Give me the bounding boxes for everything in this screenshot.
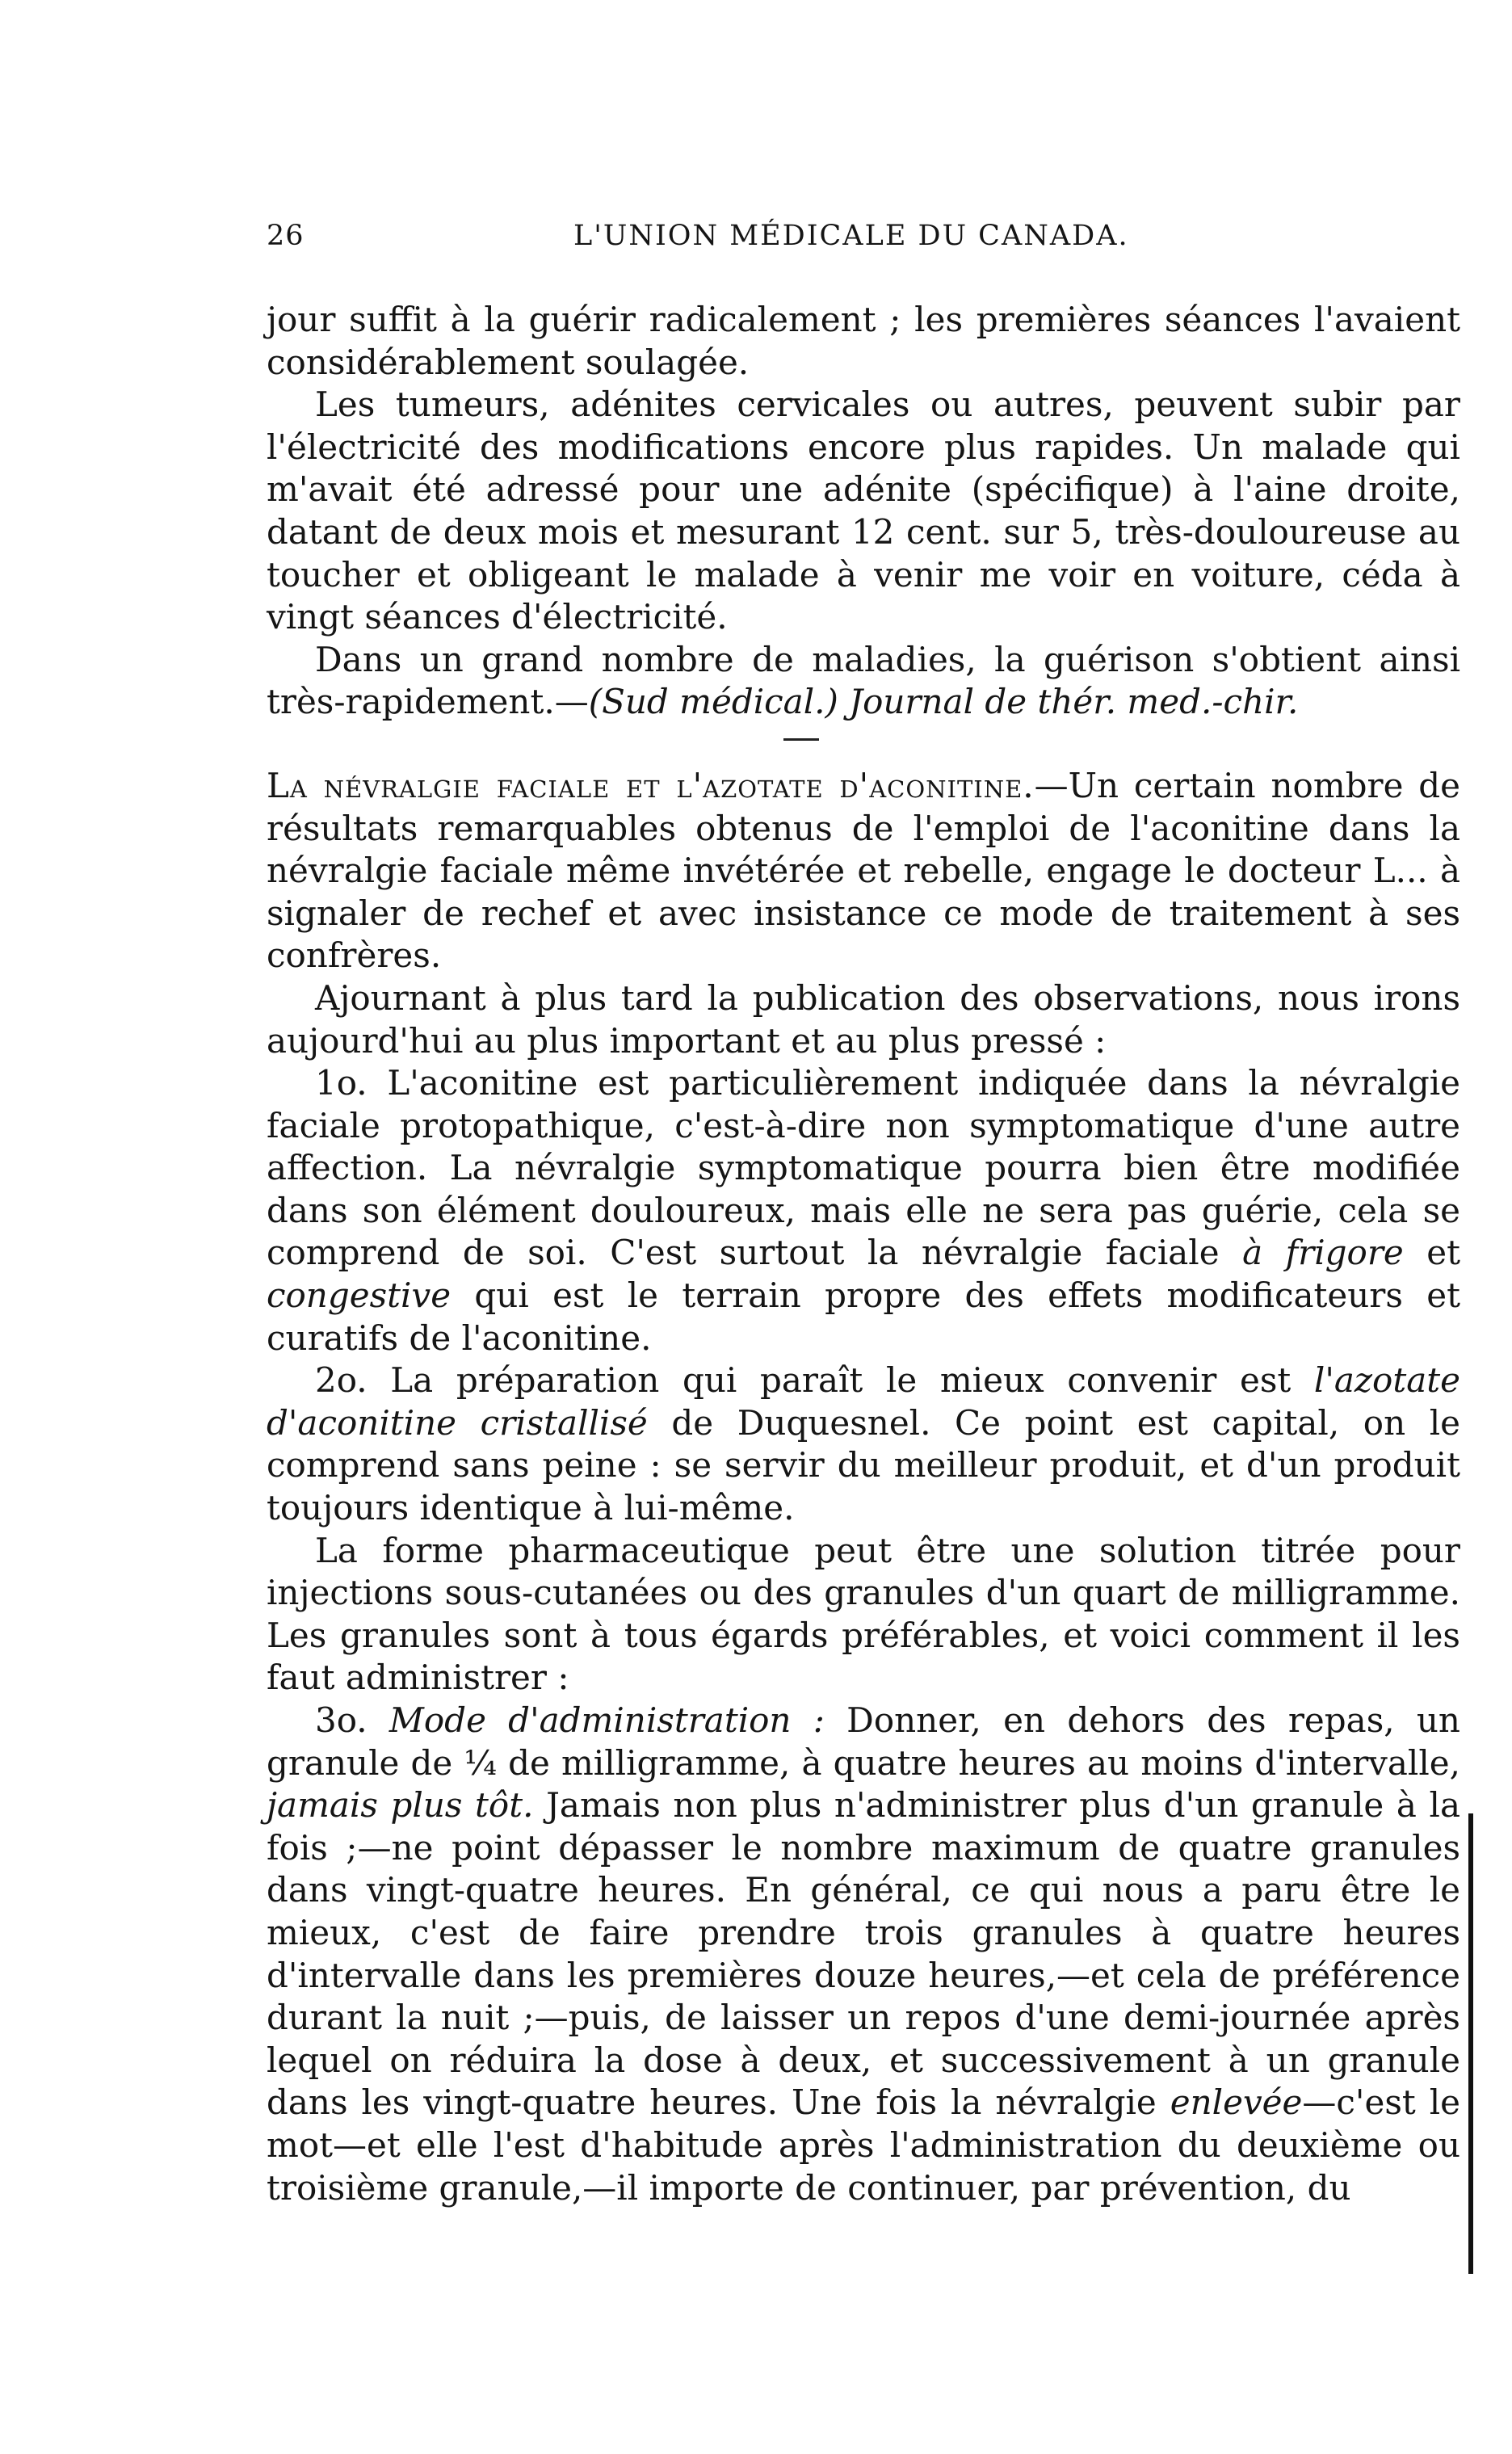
paragraph-text: qui est le terrain propre des effets modificateurs et curatifs de l'aconitine. xyxy=(267,1275,1460,1358)
page-header xyxy=(267,220,1179,262)
paragraph-text: —Un certain nombre de résultats remarquables obtenus de l'emploi de l'aconitine dans la névralgie faciale même invétérée et rebelle, engage le docteur L... à signaler de rechef et avec insistance ce mode de traitement à ses confrères. xyxy=(267,765,1460,976)
paragraph: Ajournant à plus tard la publication des observations, nous irons aujourd'hui au plus important et au plus pressé : xyxy=(267,977,1460,1061)
page-number: 26 xyxy=(267,220,304,252)
italic-term: congestive xyxy=(267,1275,452,1316)
source-citation: (Sud médical.) xyxy=(588,682,838,722)
paragraph: jour suffit à la guérir radicalement ; les premières séances l'avaient considérablement soulagée. xyxy=(267,300,1460,382)
paragraph: La forme pharmaceutique peut être une solution titrée pour injections sous-cutanées ou des granules d'un quart de milligramme. Les granules sont à tous égards préférables, et voici comment il les faut administrer : xyxy=(267,1530,1460,1698)
paragraph xyxy=(267,1700,1460,2209)
italic-term: jamais plus tôt. xyxy=(267,1785,534,1826)
paragraph xyxy=(267,639,1460,724)
page-edge-shadow xyxy=(1468,1813,1473,2274)
paragraph xyxy=(267,1062,1460,1359)
paragraph-text: Dans un grand nombre de maladies, la guérison s'obtient ainsi très-rapidement.— xyxy=(267,639,1460,722)
section-title: La névralgie faciale et l'azotate d'aconitine. xyxy=(267,765,1035,805)
paragraph-text: —c'est le mot—et elle l'est d'habitude après l'administration du deuxième ou troisième granule,—il importe de continuer, par prévention, du xyxy=(267,2082,1460,2208)
paragraph-text: Donner, en dehors des repas, un granule de ¼ de milligramme, à quatre heures au moins d'intervalle, xyxy=(267,1700,1460,1783)
paragraph-text: de Duquesnel. Ce point est capital, on le comprend sans peine : se servir du meilleur produit, et d'un produit toujours identique à lui-même. xyxy=(267,1402,1460,1528)
paragraph-text: 1o. L'aconitine est particulièrement indiquée dans la névralgie faciale protopathique, c'est-à-dire non symptomatique d'une autre affection. La névralgie symptomatique pourra bien être modifiée dans son élément douloureux, mais elle ne sera pas guérie, cela se comprend de soi. C'est surtout la névralgie faciale xyxy=(267,1063,1460,1273)
paragraph-text: Jamais non plus n'administrer plus d'un granule à la fois ;—ne point dépasser le nombre maximum de quatre granules dans vingt-quatre heures. En général, ce qui nous a paru être le mieux, c'est de faire prendre trois granules à quatre heures d'intervalle dans les premières douze heures,—et cela de préférence durant la nuit ;—puis, de laisser un repos d'une demi-journée après lequel on réduira la dose à deux, et successivement à un granule dans les vingt-quatre heures. Une fois la névralgie xyxy=(267,1785,1460,2123)
running-title: L'UNION MÉDICALE DU CANADA. xyxy=(573,220,1129,252)
paragraph xyxy=(267,1359,1460,1529)
paragraph: Les tumeurs, adénites cervicales ou autres, peuvent subir par l'électricité des modifications encore plus rapides. Un malade qui m'avait été adressé pour une adénite (spécifique) à l'aine droite, datant de deux mois et mesurant 12 cent. sur 5, très-douloureuse au toucher et obligeant le malade à venir me voir en voiture, céda à vingt séances d'électricité. xyxy=(267,384,1460,637)
list-number: 3o. xyxy=(315,1700,368,1740)
article-body xyxy=(267,299,1460,2209)
paragraph-text: et xyxy=(1426,1233,1460,1273)
journal-citation: Journal de thér. med.-chir. xyxy=(849,682,1299,722)
paragraph-text: 2o. La préparation qui paraît le mieux convenir est xyxy=(315,1360,1292,1401)
italic-heading: Mode d'administration : xyxy=(388,1700,825,1740)
italic-term: enlevée xyxy=(1170,2082,1303,2123)
italic-term: l'azotate d'aconitine cristallisé xyxy=(267,1360,1460,1443)
paragraph xyxy=(267,765,1460,977)
italic-term: à frigore xyxy=(1242,1233,1404,1273)
section-divider xyxy=(783,738,819,741)
